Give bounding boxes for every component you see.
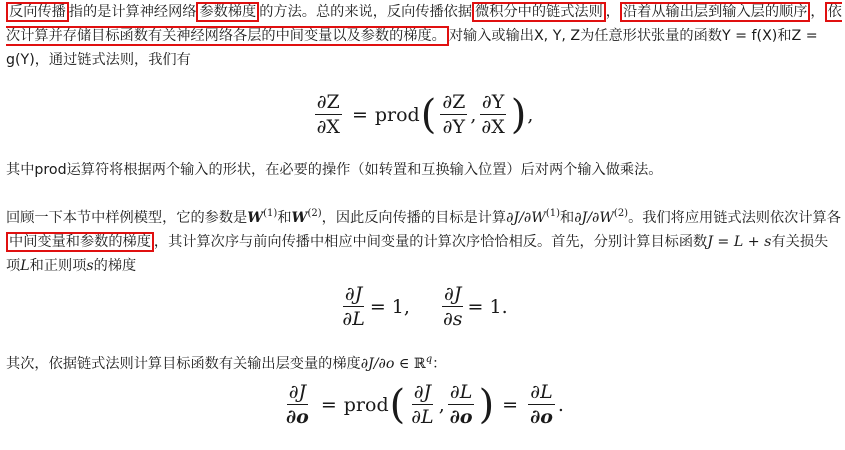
text-span: ： xyxy=(432,356,447,372)
text-span: 对输入或输出X, Y, Z为任意形状张量的函数Y = f(X)和Z = g(Y)，通过链式法则，我们有 xyxy=(6,28,818,68)
prod-operator: prod xyxy=(374,103,420,126)
denominator: ∂X xyxy=(481,116,505,138)
numerator: ∂J xyxy=(288,381,307,403)
equals-sign: = xyxy=(351,103,368,126)
right-paren: ) xyxy=(510,91,527,138)
fraction xyxy=(448,380,475,429)
numerator: ∂L xyxy=(449,381,473,403)
text-span: ，其计算次序与前向传播中相应中间变量的计算次序恰恰相反。首先，分别计算目标函数 xyxy=(153,234,708,250)
superscript: (2) xyxy=(613,208,629,219)
comma: , xyxy=(470,103,477,126)
math-loss: L xyxy=(20,258,30,274)
fraction xyxy=(441,282,465,331)
denominator: ∂o xyxy=(530,406,553,428)
superscript: (2) xyxy=(307,208,322,219)
equation-output-grad xyxy=(0,380,845,429)
highlight-backprop: 反向传播 xyxy=(6,2,69,22)
text-span: 有关损失项 xyxy=(6,234,829,274)
math-in-real: ∈ ℝ xyxy=(394,356,426,372)
text-span: ，因此反向传播的目标是计算 xyxy=(321,210,507,226)
math-grad-w2: ∂J/∂W xyxy=(574,210,614,226)
text-span: ， xyxy=(605,4,620,20)
fraction xyxy=(440,90,467,139)
denominator: ∂L xyxy=(411,406,434,428)
text-span: 其次，依据链式法则计算目标函数有关输出层变量的梯度 xyxy=(6,356,361,372)
comma: , xyxy=(438,393,445,416)
highlight-chain-rule: 微积分中的链式法则 xyxy=(472,2,606,22)
denominator: ∂s xyxy=(442,308,463,330)
equals-sign: = xyxy=(320,393,337,416)
paragraph-output-grad xyxy=(6,348,842,376)
denominator: ∂o xyxy=(449,406,473,428)
math-grad-w1: ∂J/∂W xyxy=(506,210,546,226)
highlight-intermediate-grads: 中间变量和参数的梯度 xyxy=(6,232,154,252)
left-paren: ( xyxy=(420,91,437,138)
highlight-compute-store: 依次计算并存储目标函数有关神经网络各层的中间变量以及参数的梯度。 xyxy=(6,4,842,44)
paragraph-intro xyxy=(6,0,842,72)
paragraph-example-model xyxy=(6,202,842,278)
denominator: ∂Y xyxy=(442,116,466,138)
math-grad-o: ∂J/∂o xyxy=(360,356,395,372)
superscript: (1) xyxy=(263,208,278,219)
highlight-order: 沿着从输出层到输入层的顺序 xyxy=(620,2,810,22)
text-span: 指的是计算神经网络 xyxy=(68,4,197,20)
paragraph-prod-note: 其中prod运算符将根据两个输入的形状，在必要的操作（如转置和互换输入位置）后对两个输入做乘法。 xyxy=(6,162,663,178)
math-w1: W xyxy=(247,210,264,226)
denominator: ∂X xyxy=(316,116,340,138)
right-paren: ) xyxy=(478,381,495,428)
numerator: ∂J xyxy=(444,283,462,305)
prod-operator: prod xyxy=(343,393,389,416)
numerator: ∂Y xyxy=(481,91,505,113)
math-objective: J = L + s xyxy=(707,234,772,250)
text-span: 和正则项 xyxy=(29,258,87,274)
text-span: 的梯度 xyxy=(93,258,137,274)
highlight-param-grad: 参数梯度 xyxy=(196,2,259,22)
fraction xyxy=(479,90,506,139)
fraction xyxy=(315,90,342,139)
trailing-period: . xyxy=(557,393,564,416)
equals-sign: = xyxy=(502,393,519,416)
fraction xyxy=(528,380,555,429)
trailing-comma: , xyxy=(527,103,534,126)
superscript: q xyxy=(425,354,433,365)
text-span: 。我们将应用链式法则依次计算各 xyxy=(628,210,841,226)
equation-chain-rule xyxy=(0,90,845,139)
text-span: 的方法。总的来说，反向传播依据 xyxy=(259,4,473,20)
text-span: 回顾一下本节中样例模型，它的参数是 xyxy=(6,210,248,226)
superscript: (1) xyxy=(545,208,560,219)
left-paren: ( xyxy=(389,381,406,428)
fraction xyxy=(340,282,366,331)
math-w2: W xyxy=(291,210,308,226)
text-span: 和 xyxy=(559,210,575,226)
equation-value: = 1, xyxy=(369,295,410,318)
fraction xyxy=(284,380,311,429)
math-reg: s xyxy=(86,258,94,274)
numerator: ∂Z xyxy=(316,91,340,113)
numerator: ∂Z xyxy=(442,91,466,113)
text-span: 和 xyxy=(277,210,292,226)
numerator: ∂J xyxy=(413,381,432,403)
equation-value: = 1. xyxy=(467,295,508,318)
numerator: ∂J xyxy=(344,283,363,305)
numerator: ∂L xyxy=(530,381,553,403)
equation-objective-grads xyxy=(0,282,845,331)
fraction xyxy=(409,380,435,429)
denominator: ∂L xyxy=(342,308,365,330)
denominator: ∂o xyxy=(286,406,309,428)
text-span: ， xyxy=(810,4,825,20)
